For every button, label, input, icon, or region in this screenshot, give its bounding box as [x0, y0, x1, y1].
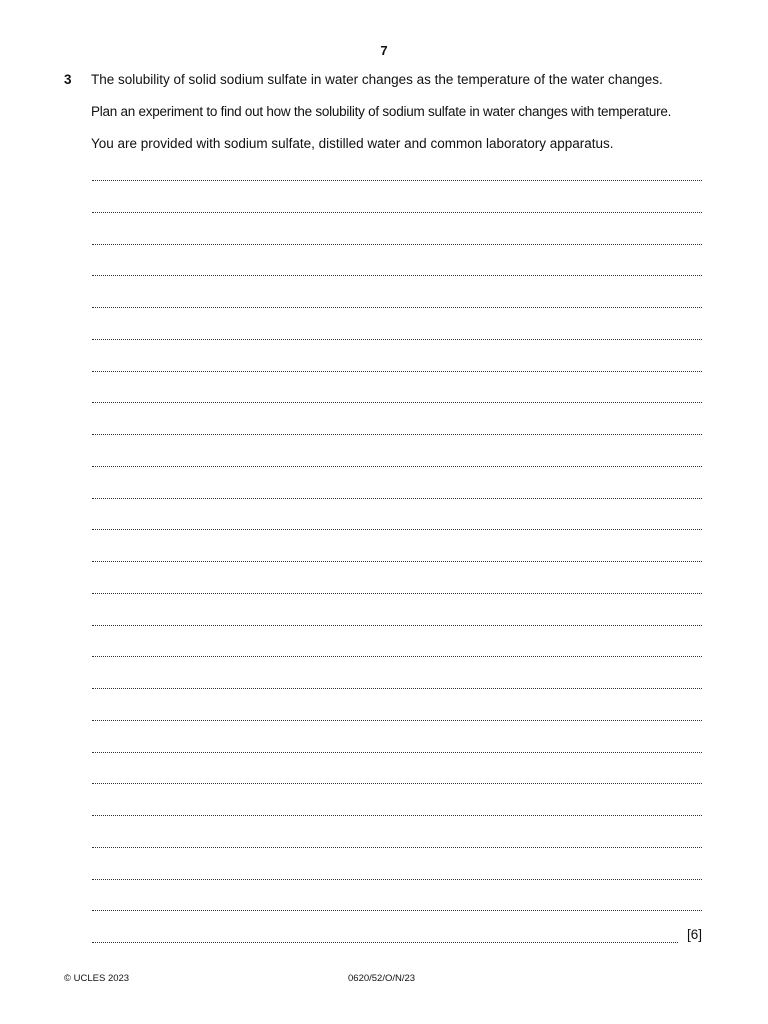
answer-line[interactable]: [92, 593, 702, 594]
question-text-line-3: You are provided with sodium sulfate, distilled water and common laboratory apparatus.: [91, 136, 614, 151]
answer-line[interactable]: [92, 688, 702, 689]
question-text-line-1: The solubility of solid sodium sulfate in water changes as the temperature of the water changes.: [91, 72, 663, 87]
answer-line[interactable]: [92, 275, 702, 276]
footer-copyright: © UCLES 2023: [64, 973, 130, 984]
answer-line[interactable]: [92, 561, 702, 562]
answer-line[interactable]: [92, 625, 702, 626]
answer-line[interactable]: [92, 656, 702, 657]
answer-line[interactable]: [92, 498, 702, 499]
question-number: 3: [64, 72, 72, 87]
answer-line[interactable]: [92, 752, 702, 753]
answer-line[interactable]: [92, 434, 702, 435]
answer-line[interactable]: [92, 847, 702, 848]
answer-line[interactable]: [92, 307, 702, 308]
page-number: 7: [380, 43, 388, 58]
answer-line[interactable]: [92, 720, 702, 721]
answer-line[interactable]: [92, 371, 702, 372]
answer-line[interactable]: [92, 180, 702, 181]
answer-line[interactable]: [92, 815, 702, 816]
answer-line[interactable]: [92, 244, 702, 245]
answer-line[interactable]: [92, 466, 702, 467]
answer-line[interactable]: [92, 402, 702, 403]
answer-line[interactable]: [92, 529, 702, 530]
answer-line[interactable]: [92, 339, 702, 340]
answer-line[interactable]: [92, 942, 678, 943]
answer-line[interactable]: [92, 212, 702, 213]
answer-line[interactable]: [92, 783, 702, 784]
question-text-line-2: Plan an experiment to find out how the solubility of sodium sulfate in water changes with temperature.: [91, 104, 672, 119]
answer-line[interactable]: [92, 879, 702, 880]
footer-paper-code: 0620/52/O/N/23: [348, 973, 416, 984]
marks-label: [6]: [687, 927, 703, 942]
answer-line[interactable]: [92, 910, 702, 911]
answer-area[interactable]: [92, 0, 702, 1024]
